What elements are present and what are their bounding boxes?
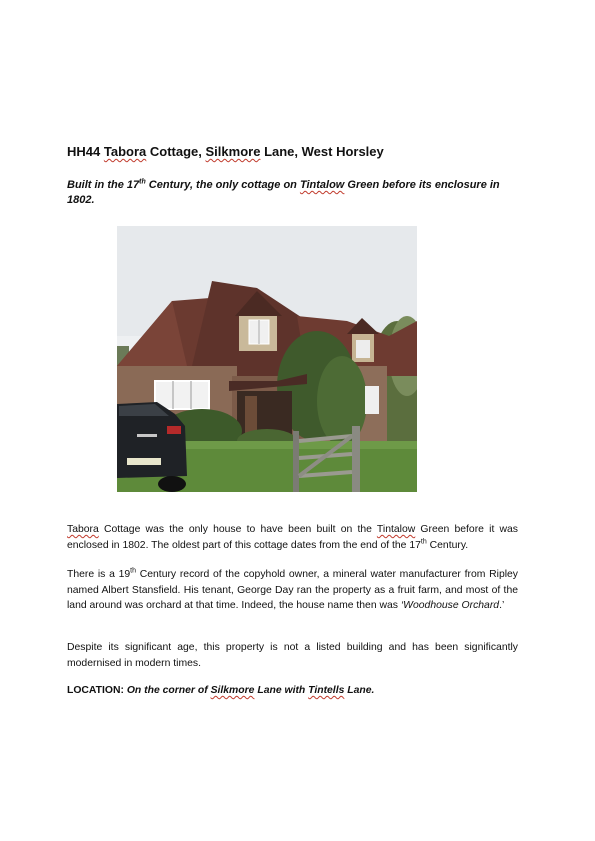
location-v5: Lane. — [344, 685, 375, 696]
cottage-photo-illustration — [117, 226, 417, 492]
location-v4: Tintells — [308, 685, 345, 696]
p2-text-b: Century record of the copyhold owner, a mineral water manufacturer from Ripley named Albert Stansfield. His tenant, George Day ran the property as a fruit farm, and most of the land around was orchard at that time. Indeed, the house name then was — [67, 569, 518, 611]
location-v1: On the corner of — [126, 685, 211, 696]
p1-cottage-name: Tabora — [67, 524, 99, 535]
heading-name-b: Cottage, — [149, 144, 202, 159]
subtitle-part1: Built in the 17 — [67, 179, 140, 191]
location-line — [67, 683, 518, 699]
paragraph-1 — [67, 522, 518, 553]
p2-text-a: There is a 19 — [67, 569, 131, 580]
heading-name-a: Tabora — [103, 144, 147, 159]
p2-sup: th — [130, 567, 137, 575]
page-title — [67, 144, 537, 160]
subtitle-sup: th — [139, 178, 146, 186]
subtitle-part3: Green before its enclosure in 1802. — [67, 179, 500, 206]
cottage-photo — [117, 226, 417, 492]
paragraph-3: Despite its significant age, this property is not a listed building and has been significantly modernised in modern times. — [67, 642, 518, 669]
location-v3: Lane with — [254, 685, 309, 696]
p2-house-name: ‘Woodhouse Orchard — [400, 600, 500, 611]
p1-text-e: Century. — [426, 539, 469, 551]
subtitle-part2: Century, the only cottage on — [145, 179, 300, 191]
p1-text-b: Cottage was the only house to have been built on the — [98, 524, 377, 535]
p2-text-d: .’ — [499, 600, 505, 611]
p1-sup: th — [420, 538, 427, 546]
location-v2: Silkmore — [210, 685, 255, 696]
p1-text-d: Green before it was enclosed in 1802. The oldest part of this cottage dates from the end of the 17 — [67, 524, 518, 551]
subtitle — [67, 178, 527, 207]
heading-code: HH44 — [67, 144, 101, 159]
subtitle-place: Tintalow — [299, 179, 345, 191]
heading-street-a: Silkmore — [205, 144, 261, 159]
heading-street-b: Lane, West Horsley — [264, 144, 384, 159]
p1-place: Tintalow — [376, 524, 416, 535]
location-label: LOCATION: — [67, 685, 124, 696]
paragraph-2 — [67, 567, 518, 614]
